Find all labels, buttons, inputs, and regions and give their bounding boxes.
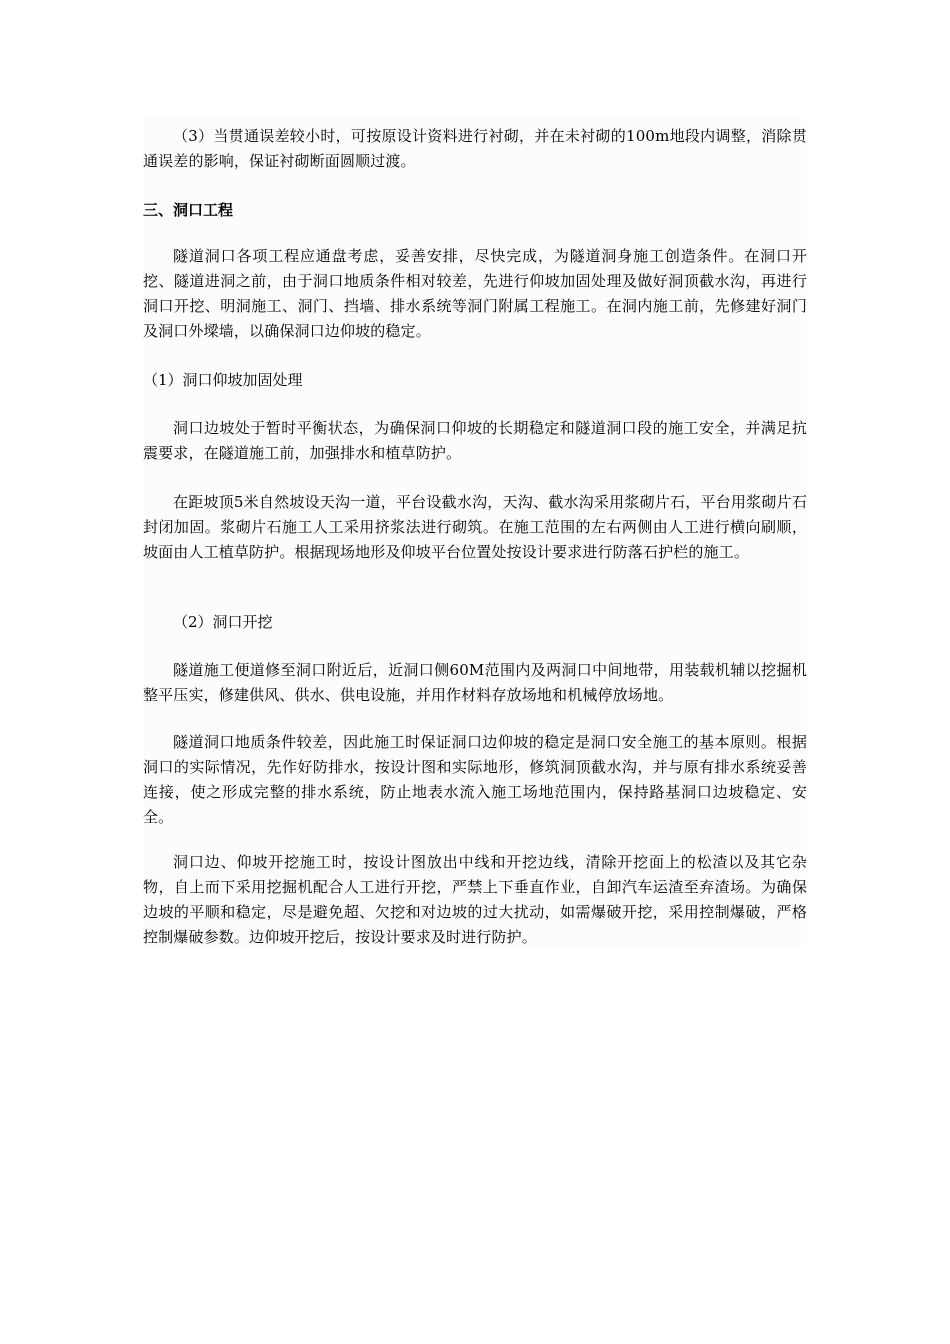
paragraph-access-road: 隧道施工便道修至洞口附近后，近洞口侧60M范围内及两洞口中间地带，用装载机辅以挖掘机整平压实，修建供风、供水、供电设施，并用作材料存放场地和机械停放场地。 <box>143 661 807 704</box>
paragraph-lining-adjustment: （3）当贯通误差较小时，可按原设计资料进行衬砌，并在未衬砌的100m地段内调整，消除贯通误差的影响，保证衬砌断面圆顺过渡。 <box>143 127 807 170</box>
paragraph-portal-overview: 隧道洞口各项工程应通盘考虑，妥善安排，尽快完成，为隧道洞身施工创造条件。在洞口开挖、隧道进洞之前，由于洞口地质条件相对较差，先进行仰坡加固处理及做好洞顶截水沟，再进行洞口开挖、明洞施工、洞门、挡墙、排水系统等洞门附属工程施工。在洞内施工前，先修建好洞门及洞口外墚墙，以确保洞口边仰坡的稳定。 <box>143 247 807 340</box>
document-body <box>143 118 807 946</box>
paragraph-slope-stability: 洞口边坡处于暂时平衡状态，为确保洞口仰坡的长期稳定和隧道洞口段的施工安全，并满足抗震要求，在隧道施工前，加强排水和植草防护。 <box>143 419 807 462</box>
paragraph-excavation-method: 洞口边、仰坡开挖施工时，按设计图放出中线和开挖边线，清除开挖面上的松渣以及其它杂物，自上而下采用挖掘机配合人工进行开挖，严禁上下垂直作业，自卸汽车运渣至弃渣场。为确保边坡的平顺和稳定，尽是避免超、欠挖和对边坡的过大扰动，如需爆破开挖，采用控制爆破，严格控制爆破参数。边仰坡开挖后，按设计要求及时进行防护。 <box>143 853 807 946</box>
subheading-slope-reinforcement: （1）洞口仰坡加固处理 <box>143 371 303 389</box>
paragraph-drainage-ditch: 在距坡顶5米自然坡设天沟一道，平台设截水沟，天沟、截水沟采用浆砌片石，平台用浆砌片石封闭加固。浆砌片石施工人工采用挤浆法进行砌筑。在施工范围的左右两侧由人工进行横向刷顺，坡面由人工植草防护。根据现场地形及仰坡平台位置处按设计要求进行防落石护栏的施工。 <box>143 493 807 561</box>
paragraph-geology-drainage: 隧道洞口地质条件较差，因此施工时保证洞口边仰坡的稳定是洞口安全施工的基本原则。根据洞口的实际情况，先作好防排水，按设计图和实际地形，修筑洞顶截水沟，并与原有排水系统妥善连接，使之形成完整的排水系统，防止地表水流入施工场地范围内，保持路基洞口边坡稳定、安全。 <box>143 733 807 826</box>
section-title: 三、洞口工程 <box>143 201 234 219</box>
subheading-portal-excavation: （2）洞口开挖 <box>173 613 273 631</box>
